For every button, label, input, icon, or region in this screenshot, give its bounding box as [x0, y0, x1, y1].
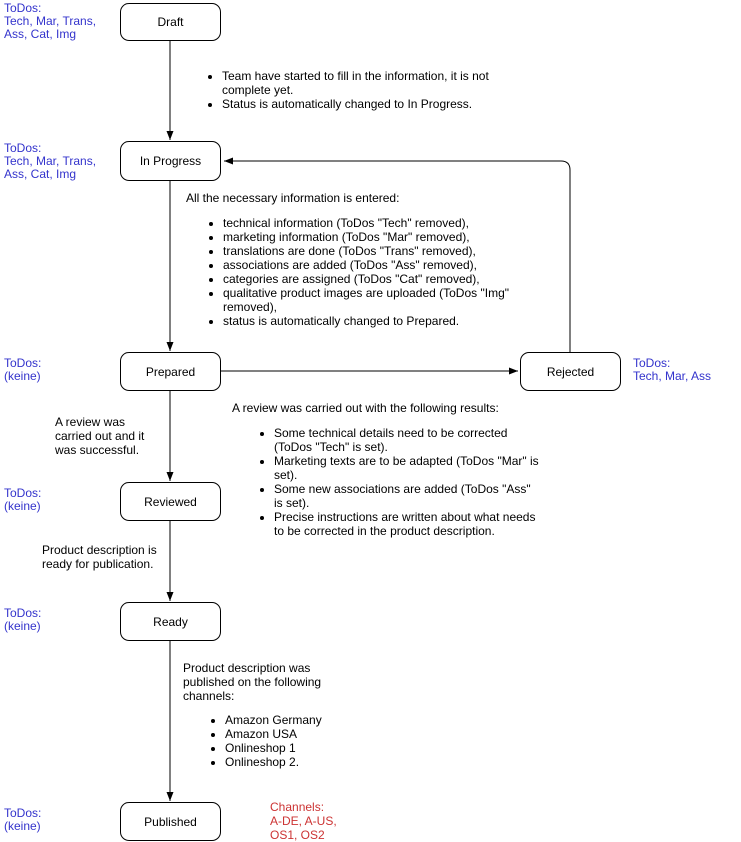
note-published-items	[203, 713, 385, 769]
todos-label-prepared	[4, 357, 41, 383]
note-review-successful: A review was carried out and it was successful.	[55, 415, 145, 457]
todo-line: ToDos:	[633, 356, 671, 370]
state-label: Ready	[153, 614, 188, 629]
todo-line: (keine)	[4, 369, 41, 383]
state-in-progress	[120, 141, 221, 181]
bullet-item: • technical information (ToDos "Tech" removed),	[223, 216, 535, 230]
state-reviewed	[120, 482, 221, 521]
todos-label-ready	[4, 607, 41, 633]
state-prepared	[120, 352, 221, 391]
note-ready-for-publication: Product description is ready for publication.	[42, 543, 157, 571]
state-label: Draft	[157, 15, 184, 29]
state-published	[120, 802, 221, 841]
todo-line: (keine)	[4, 499, 41, 513]
note-published-header: Product description was published on the following channels:	[183, 661, 322, 703]
todo-line: Tech, Mar, Trans,	[4, 154, 97, 168]
todo-line: ToDos:	[4, 486, 42, 500]
note-rejected-header: A review was carried out with the following results:	[232, 401, 499, 415]
bullet-item: • Team have started to fill in the information, it is not complete yet.	[222, 69, 534, 97]
note-draft-to-in-progress	[200, 69, 534, 111]
note-rejected-items	[252, 426, 542, 538]
bullet-item: • marketing information (ToDos "Mar" removed),	[223, 230, 535, 244]
todo-line: Tech, Mar, Trans,	[4, 14, 97, 28]
state-label: In Progress	[139, 154, 202, 168]
state-label: Published	[144, 814, 197, 829]
todo-line: ToDos:	[4, 356, 42, 370]
todo-line: ToDos:	[4, 606, 42, 620]
state-rejected	[520, 352, 621, 391]
bullet-item: • Precise instructions are written about what needs to be corrected in the product description.	[274, 510, 542, 538]
state-ready	[120, 602, 221, 641]
bullet-item: • translations are done (ToDos "Trans" removed),	[223, 244, 535, 258]
state-draft	[120, 3, 221, 41]
bullet-item: • Marketing texts are to be adapted (ToDos "Mar" is set).	[274, 454, 542, 482]
todo-line: Ass, Cat, Img	[4, 27, 77, 41]
todo-line: Tech, Mar, Ass	[633, 369, 712, 383]
todo-line: ToDos:	[4, 141, 42, 155]
state-label: Rejected	[546, 364, 595, 379]
todo-line: (keine)	[4, 619, 41, 633]
channels-line: A-DE, A-US,	[270, 814, 337, 828]
bullet-item: • Onlineshop 2.	[225, 755, 385, 769]
note-in-progress-header: All the necessary information is entered:	[186, 191, 400, 205]
todo-line: ToDos:	[4, 806, 42, 820]
bullet-item: • associations are added (ToDos "Ass" removed),	[223, 258, 535, 272]
todo-line: (keine)	[4, 819, 41, 833]
todos-label-published	[4, 807, 41, 833]
bullet-item: • categories are assigned (ToDos "Cat" removed),	[223, 272, 535, 286]
todo-line: ToDos:	[4, 1, 42, 15]
todos-label-in-progress	[4, 142, 96, 181]
channels-line: OS1, OS2	[270, 828, 325, 842]
channels-line: Channels:	[270, 800, 325, 814]
note-in-progress-items	[201, 216, 535, 328]
todo-line: Ass, Cat, Img	[4, 167, 77, 181]
bullet-item: • status is automatically changed to Prepared.	[223, 314, 535, 328]
bullet-item: • Amazon Germany	[225, 713, 385, 727]
state-label: Reviewed	[144, 494, 197, 509]
todos-label-draft	[4, 2, 96, 41]
bullet-item: • qualitative product images are uploaded (ToDos "Img" removed),	[223, 286, 535, 314]
bullet-item: • Some new associations are added (ToDos "Ass" is set).	[274, 482, 542, 510]
bullet-item: • Onlineshop 1	[225, 741, 385, 755]
channels-label	[270, 800, 337, 842]
todos-label-rejected	[633, 357, 711, 383]
todos-label-reviewed	[4, 487, 41, 513]
bullet-item: • Status is automatically changed to In Progress.	[222, 97, 534, 111]
bullet-item: • Amazon USA	[225, 727, 385, 741]
bullet-item: • Some technical details need to be corrected (ToDos "Tech" is set).	[274, 426, 542, 454]
state-label: Prepared	[145, 364, 196, 379]
